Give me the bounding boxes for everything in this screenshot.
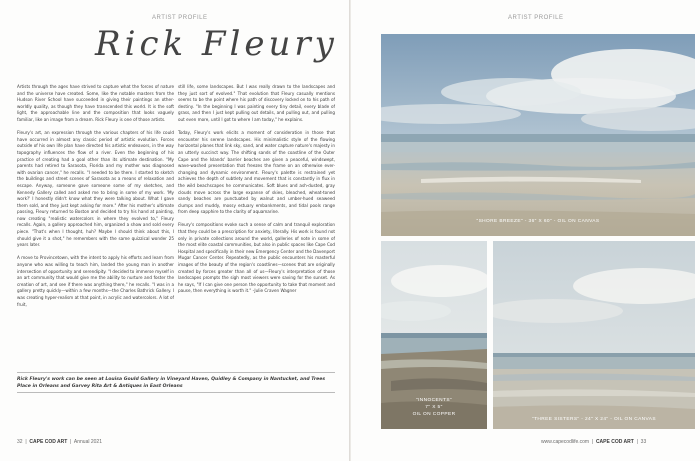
painting-shore-breeze: [381, 34, 695, 236]
gallery-credit: Rick Fleury's work can be seen at Louisa Gould Gallery in Vineyard Haven, Quidley & Company in Nantucket, and Trees Place in Orleans and Garvey Rita Art & Antiques in East Orleans: [17, 377, 326, 389]
page-number: 33: [640, 439, 647, 445]
section-label: ARTIST PROFILE: [152, 15, 208, 21]
divider: [17, 372, 335, 373]
caption-size: 7" X 5": [425, 405, 443, 410]
page-footer: 32 | CAPE COD ART | Annual 2021: [17, 439, 102, 445]
painting-caption: "THREE SISTERS" - 24" X 24" - OIL ON CANVAS: [532, 417, 656, 422]
paragraph: Artists through the ages have strived to capture what the forces of nature and the universe have created. Some, like the notable masters from the Hudson River School have succeeded in giving their paintings an other-worldly quality, as though they have transcended this world. It is the soft light, the approachable line and the composition that looks vaguely familiar, like an image from a dream. Rick Fleury is one of those artists.: [17, 84, 174, 122]
section-label: ARTIST PROFILE: [508, 15, 564, 21]
article-title: Rick Fleury: [95, 24, 338, 64]
page-footer: www.capecodlife.com | CAPE COD ART | 33: [541, 439, 647, 445]
website: www.capecodlife.com: [541, 439, 590, 445]
paragraph: Fleury's compositions evoke such a sense of calm and tranquil exploration that they could be a prescription for anxiety, literally. His work is found not only in private collections around the world, galleries of note in some of the most elite coastal communities, but also in public spaces like Cape Cod Hospital and specifically in their new Emergency Center and the Davenport Mugar Cancer Center. Repeatedly, as the public encounters his masterful images of the beauty of the region's coastlines—scenes that are originally created by forces greater than all of us—Fleury's interpretation of those landscapes prompts the sigh most viewers were saving for the sunset. As he says, "If I can give one person the opportunity to take that moment and pause, then everything is worth it." -Julie Craven Wagner: [178, 222, 335, 294]
caption-title: "INNOCENTS": [415, 398, 453, 403]
paragraph: still life, some landscapes. But I was really drawn to the landscapes and they just sort of evolved." That evolution that Fleury casually mentions seems to be the point where his path of discovery locked on to his path of destiny. "In the beginning I was painting every tiny detail, every blade of grass, and then I just kept pulling out details, and pulling out, and pulling out even more, until I got to where I am today," he explains.: [178, 84, 335, 122]
paragraph: A move to Provincetown, with the intent to apply his efforts and learn from anyone who was willing to teach him, landed the young man in another intersection of opportunity and serendipity. "I decided to immerse myself in an art community that would give me the ability to nurture and foster the creation of art, and see if there was anything there," he recalls. "I was in a gallery pretty quickly—within a few months—the Charles Bathrick Gallery. I was creating hyper-realism at that point, in acrylic and watercolors. A lot of fruit,: [17, 255, 174, 307]
paragraph: Today, Fleury's work elicits a moment of consideration in those that encounter his serene landscapes. His minimalistic style of the flowing horizontal planes that link sky, sand, and water capture nature's majesty in an utterly succinct way. The shifting sands of the coastline of the Outer Cape and the Islands' barrier beaches are given a peaceful, windswept, wave-washed presentation that freezes the frame on an otherwise ever-changing and dynamic environment. Fleury's palette is restrained yet achieves the depth of subtlety and movement that is constantly in flux in the wild beachscapes he communicates. Soft blues and ash-dusted, gray clouds move across the large expanse of skies, bleached, wheat-toned sandy beaches are punctuated by walnut and umber-hued seaweed clumps and muddy, mossy estuary embankments, and tidal pools range from deep sapphire to the clarity of aquamarine.: [178, 130, 335, 215]
divider: [17, 392, 335, 393]
right-page: [351, 0, 700, 461]
paragraph: Fleury's art, an expression through the various chapters of his life could have occurred in almost any classic period of artistic evolution. Forces outside of his own life plan have directed his artistic endeavors, in the way topography influences the flow of a river. Even the beginning of his practice of creating had a goal other than its ultimate destination. "My parents had retired to Sarasota, Florida and my mother was diagnosed with ovarian cancer," he recalls. "I needed to be there. I started to sketch the buildings and street scenes of Sarasota as a means of relaxation and escape. Anyway, someone gave someone some of my sketches, and Kennedy Gallery called and asked me to bring in some of my work. 'My work?' I honestly didn't know what they were talking about. What I gave them sold, and they just kept asking for more." After his mother's ultimate passing, Fleury returned to Boston and decided to try his hand at painting, now creating "realistic watercolors in where they evolved to," Fleury recalls. Again, a gallery approached him, organized a show and sold every piece. "That's when I thought, huh? Maybe I should think about this, I should give it a shot," he remembers with the same quizzical wonder 25 years later.: [17, 130, 174, 248]
left-page: [0, 0, 349, 461]
painting-caption: "SHORE BREEZE" - 36" X 60" - OIL ON CANVAS: [476, 219, 600, 224]
painting-caption: [381, 397, 487, 418]
article-column-1: [17, 84, 174, 315]
caption-medium: OIL ON COPPER: [412, 412, 456, 417]
page-number: 32: [17, 439, 23, 445]
painting-innocents: [381, 241, 487, 429]
magazine-name: CAPE COD ART: [29, 439, 68, 445]
article-column-2: [178, 84, 335, 302]
painting-three-sisters: [493, 241, 695, 429]
issue-name: Annual 2021: [73, 439, 102, 445]
magazine-name: CAPE COD ART: [595, 439, 634, 445]
